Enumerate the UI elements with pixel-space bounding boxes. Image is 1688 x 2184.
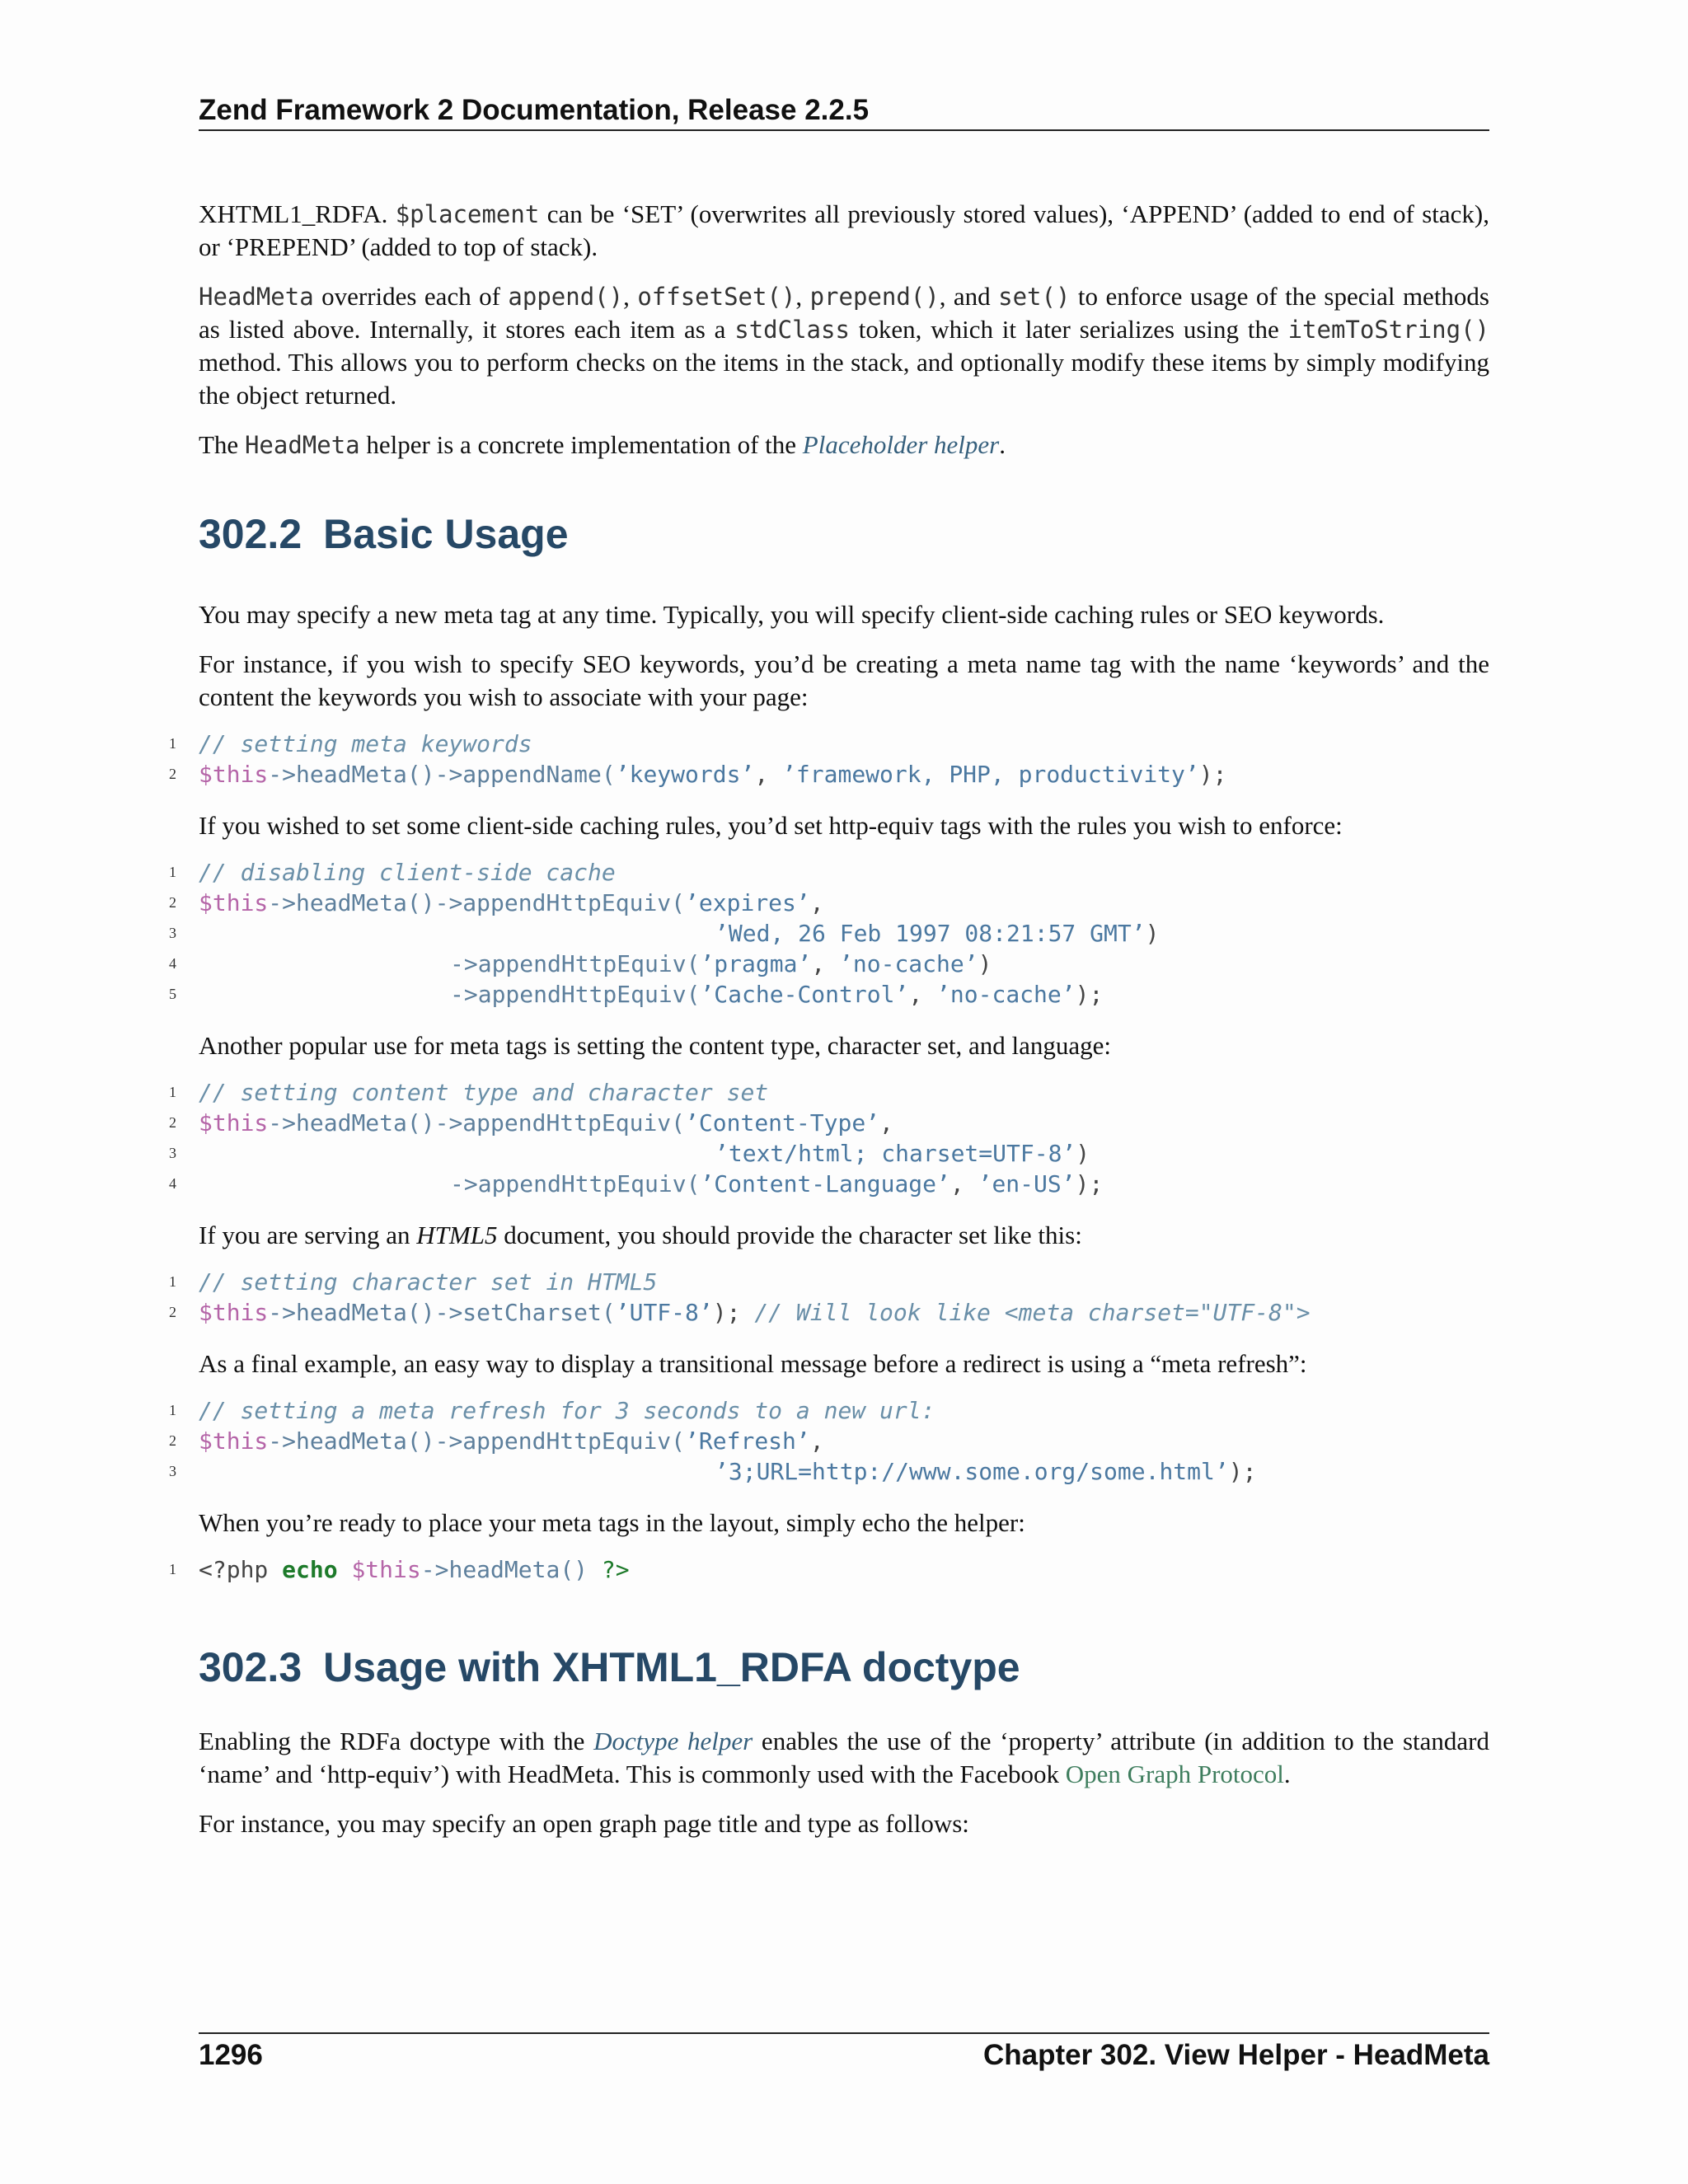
code-line: 2 $this->headMeta()->appendHttpEquiv(’Content-Type’,: [169, 1109, 893, 1137]
code-line: 4 ->appendHttpEquiv(’pragma’, ’no-cache’): [169, 950, 992, 977]
code-line: 1 // setting meta keywords: [169, 730, 532, 757]
basic-paragraph-3: If you wished to set some client-side caching rules, you’d set http-equiv tags with the rules you wish to enforce:: [199, 811, 1343, 840]
code-line: 3 ’text/html; charset=UTF-8’): [169, 1140, 1090, 1167]
header-rule: [199, 129, 1489, 131]
running-header: Zend Framework 2 Documentation, Release 2.2.5: [199, 94, 870, 126]
inline-code: $placement: [395, 200, 540, 228]
code-line: 2 $this->headMeta()->setCharset(’UTF-8’); // Will look like <meta charset="UTF-8">: [169, 1299, 1311, 1326]
code-line: 3 ’Wed, 26 Feb 1997 08:21:57 GMT’): [169, 920, 1160, 947]
inline-code: stdClass: [734, 316, 850, 344]
code-block-charset: [169, 1267, 1489, 1328]
basic-paragraph-2: For instance, if you wish to specify SEO keywords, you’d be creating a meta name tag with the name ‘keywords’ and the content the keywords you wish to associate with your page:: [199, 649, 1489, 711]
footer-rule: [199, 2032, 1489, 2034]
code-line: 5 ->appendHttpEquiv(’Cache-Control’, ’no-cache’);: [169, 981, 1104, 1008]
code-line: 4 ->appendHttpEquiv(’Content-Language’, ’en-US’);: [169, 1170, 1104, 1197]
code-line: 3 ’3;URL=http://www.some.org/some.html’);: [169, 1458, 1257, 1485]
page-number: 1296: [199, 2039, 263, 2071]
inline-code: append(): [508, 283, 624, 311]
doctype-helper-link[interactable]: Doctype helper: [593, 1727, 753, 1755]
inline-code: offsetSet(): [637, 283, 796, 311]
code-line: 1 // disabling client-side cache: [169, 859, 616, 886]
basic-paragraph-6: As a final example, an easy way to display a transitional message before a redirect is using a “meta refresh”:: [199, 1349, 1307, 1378]
code-line: 1 <?php echo $this->headMeta() ?>: [169, 1556, 630, 1583]
basic-paragraph-7: When you’re ready to place your meta tags in the layout, simply echo the helper:: [199, 1508, 1025, 1537]
code-block-keywords: [169, 729, 1489, 790]
code-block-content-type: [169, 1077, 1489, 1199]
basic-paragraph-1: You may specify a new meta tag at any time. Typically, you will specify client-side caching rules or SEO keywords.: [199, 600, 1385, 629]
intro-paragraph-2: HeadMeta overrides each of append(), offsetSet(), prepend(), and set() to enforce usage of the special methods as listed above. Internally, it stores each item as a stdClass token, which it later serializes using the itemToString() method. This allows you to perform checks on the items in the stack, and optionally modify these items by simply modifying the object returned.: [199, 282, 1489, 410]
rdfa-paragraph-1: Enabling the RDFa doctype with the Doctype helper enables the use of the ‘property’ attribute (in addition to the standard ‘name’ and ‘http-equiv’) with HeadMeta. This is commonly used with the Facebook Open Graph Protocol.: [199, 1727, 1489, 1788]
intro-paragraph-3: The HeadMeta helper is a concrete implementation of the Placeholder helper.: [199, 430, 1006, 459]
code-line: 2 $this->headMeta()->appendHttpEquiv(’expires’,: [169, 889, 824, 916]
basic-paragraph-5: If you are serving an HTML5 document, you should provide the character set like this:: [199, 1221, 1082, 1249]
code-line: 2 $this->headMeta()->appendName(’keywords’, ’framework, PHP, productivity’);: [169, 761, 1227, 788]
section-heading-basic-usage: 302.2 Basic Usage: [199, 511, 569, 557]
code-block-refresh: [169, 1395, 1489, 1487]
intro-paragraph-1: XHTML1_RDFA. $placement can be ‘SET’ (overwrites all previously stored values), ‘APPEND’ (added to end of stack), or ‘PREPEND’ (added to top of stack).: [199, 199, 1489, 261]
code-block-echo: [169, 1554, 1489, 1585]
placeholder-helper-link[interactable]: Placeholder helper: [802, 430, 1000, 459]
inline-code: HeadMeta: [244, 431, 360, 459]
inline-code: HeadMeta: [199, 283, 314, 311]
code-line: 1 // setting content type and character set: [169, 1079, 769, 1106]
code-line: 1 // setting character set in HTML5: [169, 1268, 658, 1296]
chapter-title-footer: Chapter 302. View Helper - HeadMeta: [982, 2039, 1489, 2071]
open-graph-protocol-link[interactable]: Open Graph Protocol: [1065, 1760, 1284, 1788]
code-line: 1 // setting a meta refresh for 3 seconds to a new url:: [169, 1397, 935, 1424]
inline-code: set(): [998, 283, 1071, 311]
rdfa-paragraph-2: For instance, you may specify an open graph page title and type as follows:: [199, 1809, 969, 1838]
inline-code: itemToString(): [1287, 316, 1489, 344]
code-block-cache: [169, 857, 1489, 1010]
section-heading-rdfa: 302.3 Usage with XHTML1_RDFA doctype: [199, 1644, 1020, 1690]
basic-paragraph-4: Another popular use for meta tags is setting the content type, character set, and language:: [199, 1031, 1112, 1060]
code-line: 2 $this->headMeta()->appendHttpEquiv(’Refresh’,: [169, 1427, 824, 1455]
page-content: [169, 198, 1489, 1840]
inline-code: prepend(): [809, 283, 940, 311]
